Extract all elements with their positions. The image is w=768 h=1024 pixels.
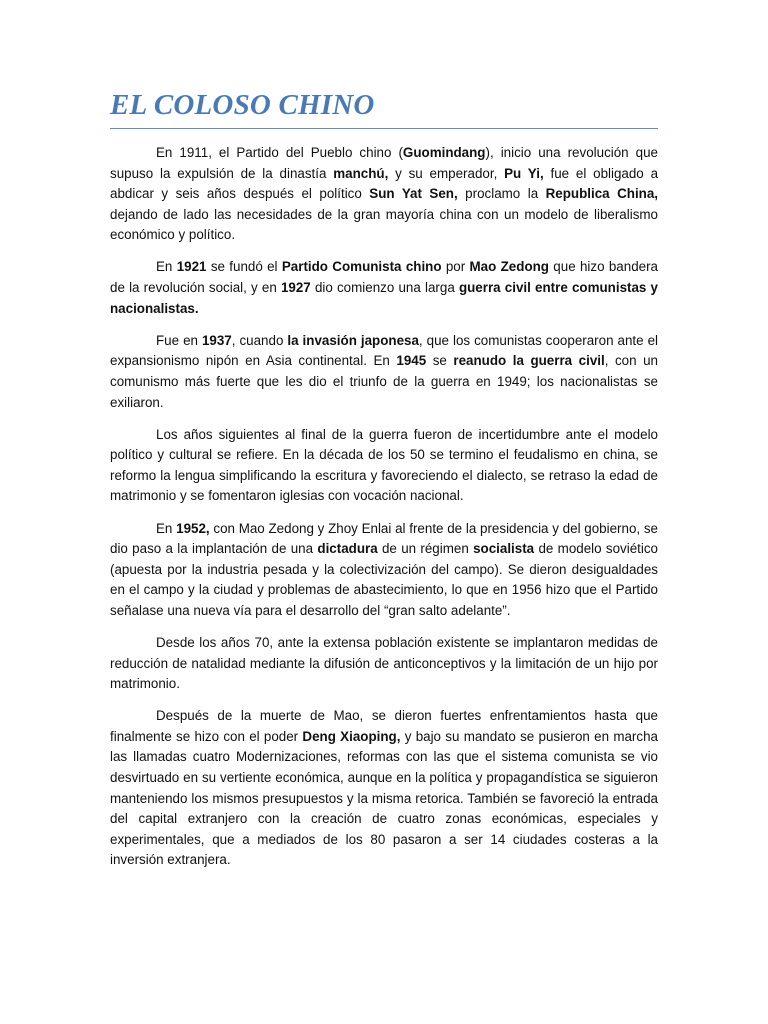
paragraph-3: Fue en 1937, cuando la invasión japonesa, que los comunistas cooperaron ante el expansionismo nipón en Asia continental. En 1945 se reanudo la guerra civil, con un comunismo más fuerte que les dio el triunfo de la guerra en 1949; los nacionalistas se exiliaron. bbox=[110, 332, 658, 410]
bold-term: dictadura bbox=[317, 541, 378, 557]
bold-term: Deng Xiaoping, bbox=[302, 728, 401, 744]
bold-term: 1952, bbox=[176, 520, 210, 536]
bold-term: Pu Yi, bbox=[504, 165, 544, 181]
bold-term: manchú, bbox=[333, 165, 389, 181]
paragraph-6: Desde los años 70, ante la extensa población existente se implantaron medidas de reducción de natalidad mediante la difusión de anticonceptivos y la limitación de un hijo por matrimonio. bbox=[110, 634, 658, 692]
paragraph-4: Los años siguientes al final de la guerra fueron de incertidumbre ante el modelo político y cultural se refiere. En la década de los 50 se termino el feudalismo en china, se reformo la lengua simplificando la escritura y favoreciendo el dialecto, se retraso la edad de matrimonio y se fomentaron iglesias con vocación nacional. bbox=[110, 426, 658, 504]
bold-term: socialista bbox=[473, 541, 535, 557]
title-underline bbox=[110, 128, 658, 129]
bold-term: 1945 bbox=[396, 353, 427, 369]
document-title: EL COLOSO CHINO bbox=[110, 89, 375, 121]
bold-term: la invasión japonesa bbox=[287, 332, 419, 348]
bold-term: 1927 bbox=[280, 280, 311, 296]
bold-term: guerra civil entre comunistas y nacionalistas. bbox=[110, 280, 658, 316]
bold-term: Sun Yat Sen, bbox=[369, 186, 458, 202]
bold-term: Guomindang bbox=[402, 145, 486, 160]
paragraph-5: En 1952, con Mao Zedong y Zhoy Enlai al frente de la presidencia y del gobierno, se dio paso a la implantación de una dictadura de un régimen socialista de modelo soviético (apuesta por la industria pesada y la colectivización del campo). Se dieron desigualdades en el campo y la ciudad y problemas de abastecimiento, lo que en 1956 hizo que el Partido señalase una nueva vía para el desarrollo del “gran salto adelante”. bbox=[110, 520, 658, 618]
bold-term: 1937 bbox=[201, 332, 232, 348]
bold-term: 1921 bbox=[176, 259, 207, 275]
paragraph-1: En 1911, el Partido del Pueblo chino (Guomindang), inicio una revolución que supuso la expulsión de la dinastía manchú, y su emperador, Pu Yi, fue el obligado a abdicar y seis años después el político Sun Yat Sen, proclamo la Republica China, dejando de lado las necesidades de la gran mayoría china con un modelo de liberalismo económico y político. bbox=[110, 145, 659, 243]
bold-term: Mao Zedong bbox=[469, 259, 549, 275]
paragraph-7: Después de la muerte de Mao, se dieron fuertes enfrentamientos hasta que finalmente se hizo con el poder Deng Xiaoping, y bajo su mandato se pusieron en marcha las llamadas cuatro Modernizaciones, reformas con las que el sistema comunista se vio desvirtuado en su vertiente económica, aunque en la política y propagandística se siguieron manteniendo los mismos presupuestos y la misma retorica. También se favoreció la entrada del capital extranjero con la creación de cuatro zonas económicas, especiales y experimentales, que a mediados de los 80 pasaron a ser 14 ciudades costeras a la inversión extranjera. bbox=[110, 708, 658, 868]
bold-term: reanudo la guerra civil bbox=[453, 353, 605, 369]
document-page bbox=[110, 88, 658, 883]
bold-term: Partido Comunista chino bbox=[281, 259, 442, 275]
paragraph-2: En 1921 se fundó el Partido Comunista chino por Mao Zedong que hizo bandera de la revolución social, y en 1927 dio comienzo una larga guerra civil entre comunistas y nacionalistas. bbox=[110, 259, 658, 316]
bold-term: Republica China, bbox=[545, 186, 659, 202]
